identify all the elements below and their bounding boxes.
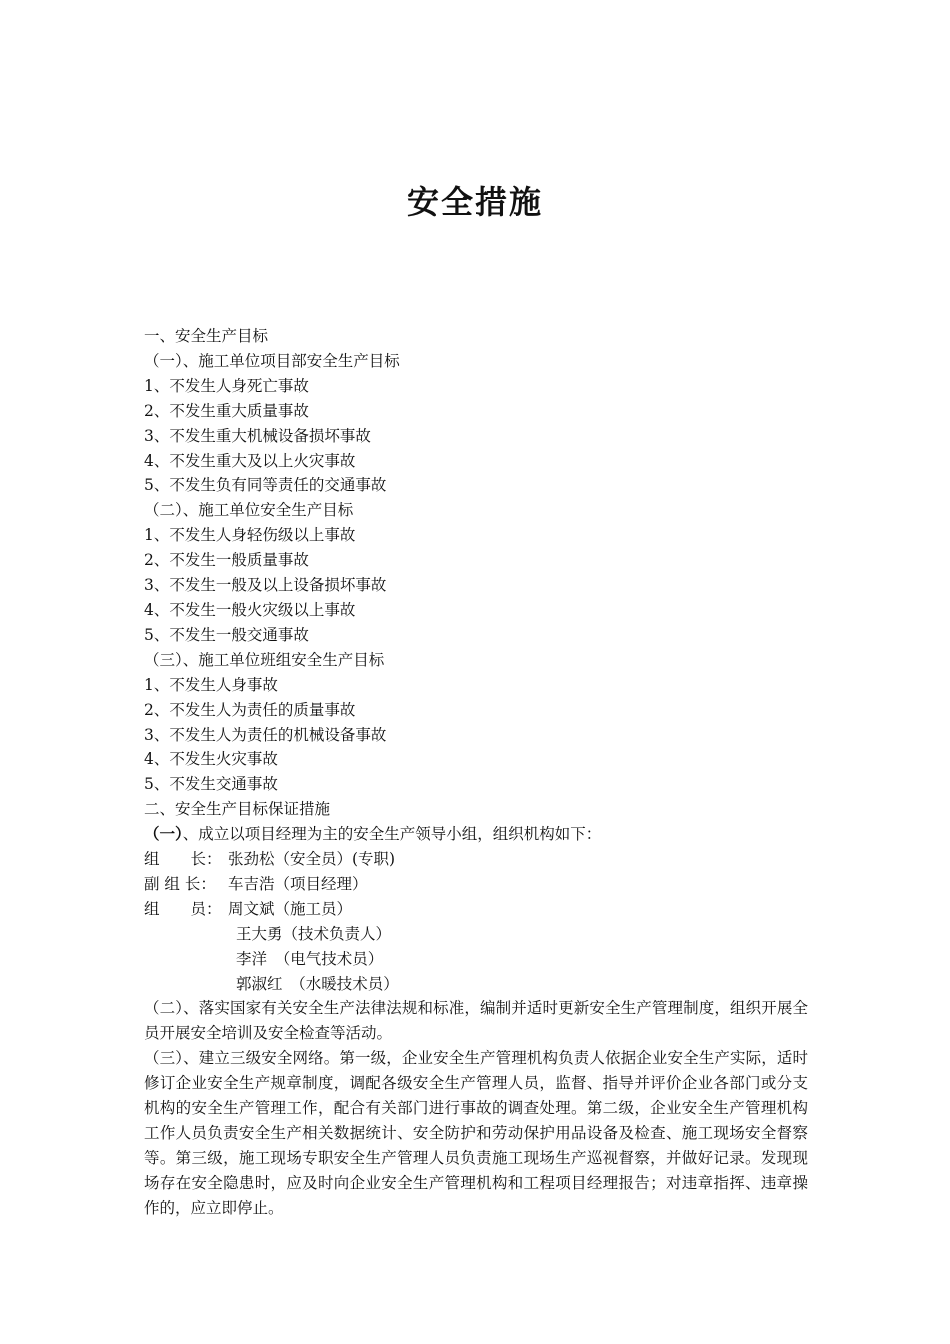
role-value: 周文斌（施工员）: [228, 899, 353, 918]
list-item: 1、不发生人身事故: [144, 675, 278, 694]
subsection-heading: （三）、施工单位班组安全生产目标: [144, 650, 385, 669]
list-item: 2、不发生人为责任的质量事故: [144, 700, 356, 719]
role-row: [144, 847, 808, 872]
list-item: 2、不发生一般质量事故: [144, 551, 309, 570]
list-item: 2、不发生重大质量事故: [144, 401, 309, 420]
role-label: 组 长：: [144, 850, 222, 869]
role-label: 副 组 长：: [144, 874, 216, 893]
list-item: 1、不发生人身轻伤级以上事故: [144, 526, 356, 545]
document-title: 安全措施: [406, 183, 543, 221]
document-body: [144, 324, 808, 1221]
list-item: 3、不发生人为责任的机械设备事故: [144, 725, 387, 744]
member-line: 李洋 （电气技术员）: [236, 949, 384, 968]
list-item: 4、不发生火灾事故: [144, 750, 278, 769]
paragraph: （三）、建立三级安全网络。第一级，企业安全生产管理机构负责人依据企业安全生产实际，适时修订企业安全生产规章制度，调配各级安全生产管理人员，监督、指导并评价企业各部门或分支机构的安全生产管理工作，配合有关部门进行事故的调查处理。第二级，企业安全生产管理机构工作人员负责安全生产相关数据统计、安全防护和劳动保护用品设备及检查、施工现场安全督察等。第三级，施工现场专职安全生产管理人员负责施工现场生产巡视督察，并做好记录。发现现场存在安全隐患时，应及时向企业安全生产管理机构和工程项目经理报告；对违章指挥、违章操作的，应立即停止。: [144, 1049, 808, 1217]
group-heading: [144, 822, 808, 847]
member-line: 郭淑红 （水暖技术员）: [236, 974, 399, 993]
subsection-heading: （二）、施工单位安全生产目标: [144, 501, 354, 520]
role-value: 张劲松（安全员）(专职): [228, 850, 396, 869]
list-item: 4、不发生一般火灾级以上事故: [144, 600, 356, 619]
list-item: 3、不发生一般及以上设备损坏事故: [144, 576, 387, 595]
list-item: 1、不发生人身死亡事故: [144, 376, 309, 395]
list-item: 3、不发生重大机械设备损坏事故: [144, 426, 371, 445]
list-item: 5、不发生负有同等责任的交通事故: [144, 476, 387, 495]
section-heading: 二、安全生产目标保证措施: [144, 800, 331, 819]
list-item: 4、不发生重大及以上火灾事故: [144, 451, 356, 470]
list-item: 5、不发生交通事故: [144, 775, 278, 794]
role-value: 车吉浩（项目经理）: [228, 874, 368, 893]
role-row: [144, 897, 808, 922]
group-heading-text: 、成立以项目经理为主的安全生产领导小组，组织机构如下：: [182, 825, 602, 844]
role-label: 组 员：: [144, 899, 222, 918]
paragraph: （二）、落实国家有关安全生产法律法规和标准，编制并适时更新安全生产管理制度，组织开展全员开展安全培训及安全检查等活动。: [144, 999, 808, 1043]
member-line: 王大勇（技术负责人）: [236, 924, 392, 943]
list-item: 5、不发生一般交通事故: [144, 625, 309, 644]
section-heading: 一、安全生产目标: [144, 327, 269, 345]
subsection-heading: （一）、施工单位项目部安全生产目标: [144, 351, 400, 370]
group-heading-mark: （一）: [144, 824, 183, 844]
role-row: [144, 872, 808, 897]
